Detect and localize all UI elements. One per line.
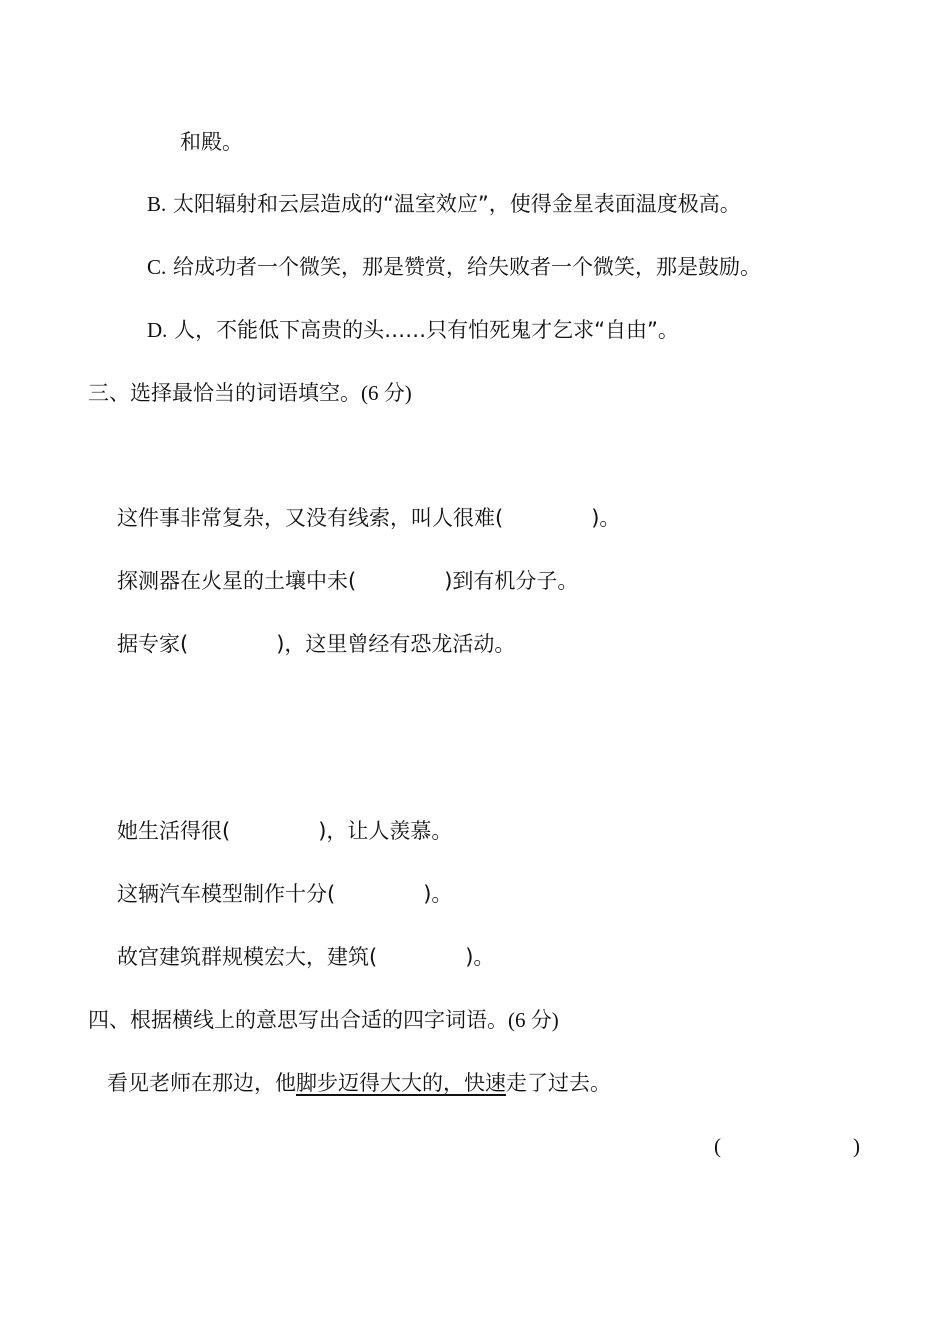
fill-blank-suffix: )到有机分子。	[444, 569, 579, 593]
option-c	[147, 253, 761, 281]
option-d	[147, 316, 679, 344]
option-b-label: B.	[147, 192, 167, 216]
option-d-label: D.	[147, 318, 168, 342]
section4-sentence	[107, 1069, 611, 1097]
section4-title: 四、根据横线上的意思写出合适的四字词语。	[88, 1008, 508, 1032]
fill-blank-item	[117, 943, 494, 971]
fill-blank-prefix: 她生活得很(	[117, 819, 231, 843]
section3-heading	[88, 379, 412, 407]
fill-blank-item	[117, 817, 452, 845]
section3-title: 三、选择最恰当的词语填空。	[88, 381, 361, 405]
fill-blank-suffix: )。	[591, 506, 621, 530]
sentence-start: 看见老师在那边，他	[107, 1071, 296, 1095]
fill-blank-item	[117, 504, 620, 532]
option-c-text: 给成功者一个微笑，那是赞赏，给失败者一个微笑，那是鼓励。	[172, 255, 761, 279]
option-b-text: 太阳辐射和云层造成的“温室效应”，使得金星表面温度极高。	[172, 192, 741, 216]
fill-blank-prefix: 故宫建筑群规模宏大，建筑(	[117, 945, 378, 969]
section4-heading	[88, 1006, 559, 1034]
option-d-text: 人，不能低下高贵的头……只有怕死鬼才乞求“自由”。	[174, 318, 679, 342]
continuation-text: 和殿。	[180, 130, 243, 154]
fill-blank-suffix: )。	[465, 945, 495, 969]
answer-close-paren: )	[853, 1134, 860, 1158]
answer-parentheses	[714, 1132, 860, 1160]
fill-blank-prefix: 据专家(	[117, 632, 189, 656]
fill-blank-prefix: 这件事非常复杂，又没有线索，叫人很难(	[117, 506, 504, 530]
fill-blank-suffix: )，这里曾经有恐龙活动。	[276, 632, 516, 656]
fill-blank-item	[117, 630, 515, 658]
fill-blank-item	[117, 567, 578, 595]
answer-open-paren: (	[714, 1134, 721, 1158]
sentence-end: 走了过去。	[506, 1071, 611, 1095]
section3-score: (6 分)	[361, 381, 412, 405]
option-c-label: C.	[147, 255, 167, 279]
underlined-phrase: 脚步迈得大大的，快速	[296, 1071, 506, 1095]
fill-blank-prefix: 探测器在火星的土壤中未(	[117, 569, 357, 593]
fill-blank-suffix: )。	[423, 882, 453, 906]
fill-blank-prefix: 这辆汽车模型制作十分(	[117, 882, 336, 906]
fill-blank-item	[117, 880, 452, 908]
fill-blank-suffix: )，让人羡慕。	[318, 819, 453, 843]
section4-score: (6 分)	[508, 1008, 559, 1032]
option-b	[147, 190, 741, 218]
